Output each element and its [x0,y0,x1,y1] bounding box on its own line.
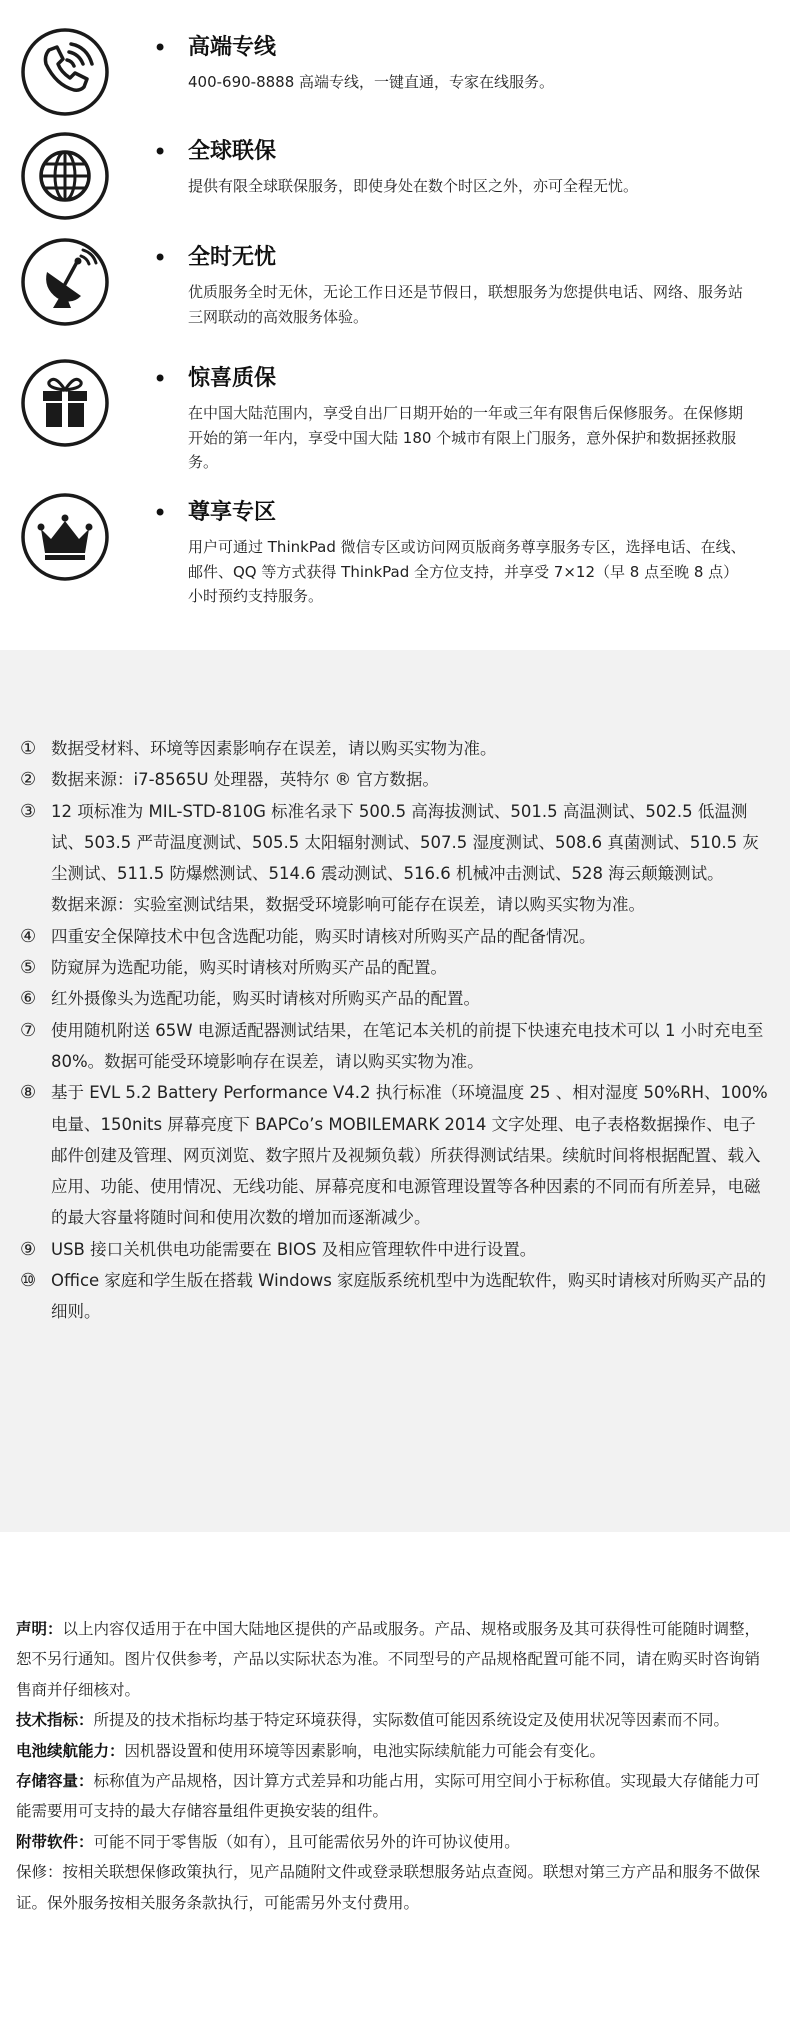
footnote-2 [20,764,770,795]
footnote-9 [20,1234,770,1265]
service-title: 全球联保 [188,139,277,164]
disclaimer-label: 存储容量： [16,1772,94,1791]
disclaimer-text: 所提及的技术指标均基于特定环境获得，实际数值可能因系统设定及使用状况等因素而不同。 [93,1711,730,1730]
footnote-number: ① [20,738,37,759]
footnote-text: 使用随机附送 65W 电源适配器测试结果，在笔记本关机的前提下快速充电技术可以 1 小时充电至 80%。数据可能受环境影响存在误差，请以购买实物为准。 [51,1020,764,1071]
footnote-6 [20,983,770,1014]
footnote-text: 数据来源：i7-8565U 处理器，英特尔 ® 官方数据。 [51,770,439,790]
bullet: • [153,499,168,527]
footnote-10 [20,1265,770,1328]
bullet: • [153,244,168,272]
footnote-number: ⑩ [20,1270,37,1292]
footnote-list [20,733,770,1328]
globe-icon [19,130,111,222]
disclaimer-text: 可能不同于零售版（如有），且可能需依另外的许可协议使用。 [93,1832,520,1851]
disclaimer-warranty [16,1857,770,1918]
disclaimer-label: 附带软件： [16,1832,94,1851]
disclaimer-label: 保修： [16,1863,63,1882]
service-desc: 提供有限全球联保服务，即使身处在数个时区之外，亦可全程无忧。 [188,177,639,195]
footnote-text: 基于 EVL 5.2 Battery Performance V4.2 执行标准（环境温度 25 、相对湿度 50%RH、100% 电量、150nits 屏幕亮度下 BAPCo’s MOBILEMARK 2014 文字处理、电子表格数据操作、电子邮件创建及管理、网页浏览、数字照片及视频负载）所获得测试结果。续航时间将根据配置、载入应用、功能、使用情况、无线功能、屏幕亮度和电源管理设置等各种因素的不同而有所差异，电磁的最大容量将随时间和使用次数的增加而逐渐减少。 [51,1083,768,1228]
footnote-5 [20,952,770,983]
footnote-8 [20,1077,770,1233]
footnote-7 [20,1015,770,1078]
footnotes-section [0,650,790,1532]
disclaimer-label: 声明： [16,1620,63,1638]
satellite-dish-icon [19,236,111,328]
service-desc: 400-690-8888 高端专线，一键直通，专家在线服务。 [188,73,555,91]
service-title: 高端专线 [188,35,277,60]
footnote-3 [20,796,770,890]
service-desc: 用户可通过 ThinkPad 微信专区或访问网页版商务尊享服务专区，选择电话、在线、邮件、QQ 等方式获得 ThinkPad 全方位支持，并享受 7×12（早 8 点至晚 8 点）小时预约支持服务。 [188,538,746,605]
footnote-number: ⑦ [20,1019,37,1041]
service-desc: 在中国大陆范围内，享受自出厂日期开始的一年或三年有限售后保修服务。在保修期开始的第一年内，享受中国大陆 180 个城市有限上门服务，意外保护和数据拯救服务。 [188,404,744,471]
disclaimer-list [16,1614,770,1918]
gift-icon [19,357,111,449]
footnote-text: USB 接口关机供电功能需要在 BIOS 及相应管理软件中进行设置。 [51,1239,537,1259]
disclaimer-battery [16,1736,770,1766]
service-title: 惊喜质保 [188,366,277,391]
disclaimer-statement [16,1614,770,1705]
bullet: • [153,34,168,62]
disclaimer-text: 因机器设置和使用环境等因素影响，电池实际续航能力可能会有变化。 [124,1741,606,1760]
footnote-text: 红外摄像头为选配功能，购买时请核对所购买产品的配置。 [51,989,480,1009]
footnote-text: 数据受材料、环境等因素影响存在误差，请以购买实物为准。 [51,739,497,758]
crown-icon [19,491,111,583]
service-title: 尊享专区 [188,500,277,525]
disclaimer-software [16,1827,770,1857]
footnote-text: 防窥屏为选配功能，购买时请核对所购买产品的配置。 [51,958,447,978]
footnote-3-source: 数据来源：实验室测试结果，数据受环境影响可能存在误差，请以购买实物为准。 [51,895,645,915]
footnote-number: ④ [20,925,37,947]
footnote-1 [20,733,770,764]
disclaimer-storage [16,1766,770,1827]
disclaimer-tech [16,1705,770,1735]
footnote-number: ⑤ [20,957,37,979]
disclaimer-text: 按相关联想保修政策执行，见产品随附文件或登录联想服务站点查阅。联想对第三方产品和服务不做保证。保外服务按相关服务条款执行，可能需另外支付费用。 [16,1863,761,1912]
footnote-number: ③ [20,800,37,822]
disclaimer-text: 标称值为产品规格，因计算方式差异和功能占用，实际可用空间小于标称值。实现最大存储能力可能需要用可支持的最大存储容量组件更换安装的组件。 [16,1772,761,1821]
disclaimer-label: 电池续航能力： [16,1741,125,1760]
disclaimer-text: 以上内容仅适用于在中国大陆地区提供的产品或服务。产品、规格或服务及其可获得性可能随时调整，恕不另行通知。图片仅供参考，产品以实际状态为准。不同型号的产品规格配置可能不同，请在购买时咨询销售商并仔细核对。 [16,1620,761,1699]
footnote-text: Office 家庭和学生版在搭载 Windows 家庭版系统机型中为选配软件，购买时请核对所购买产品的细则。 [51,1271,767,1322]
bullet: • [153,365,168,393]
bullet: • [153,138,168,166]
phone-icon [19,26,111,118]
footnote-text: 12 项标准为 MIL-STD-810G 标准名录下 500.5 高海拔测试、501.5 高温测试、502.5 低温测试、503.5 严苛温度测试、505.5 太阳辐射测试、507.5 湿度测试、508.6 真菌测试、510.5 灰尘测试、511.5 防爆燃测试、514.6 震动测试、516.6 机械冲击测试、528 海云颠簸测试。 [51,801,759,884]
footnote-number: ⑨ [20,1238,37,1260]
footnote-4 [20,921,770,952]
footnote-text: 四重安全保障技术中包含选配功能，购买时请核对所购买产品的配备情况。 [51,926,596,946]
service-title: 全时无忧 [188,245,277,270]
disclaimer-label: 技术指标： [16,1711,94,1730]
footnote-number: ② [20,769,37,791]
service-desc: 优质服务全时无休，无论工作日还是节假日，联想服务为您提供电话、网络、服务站三网联动的高效服务体验。 [188,283,744,326]
footnote-number: ⑥ [20,988,37,1010]
footnote-number: ⑧ [20,1082,37,1104]
disclaimer-section [0,1532,790,2028]
services-section [0,0,790,650]
